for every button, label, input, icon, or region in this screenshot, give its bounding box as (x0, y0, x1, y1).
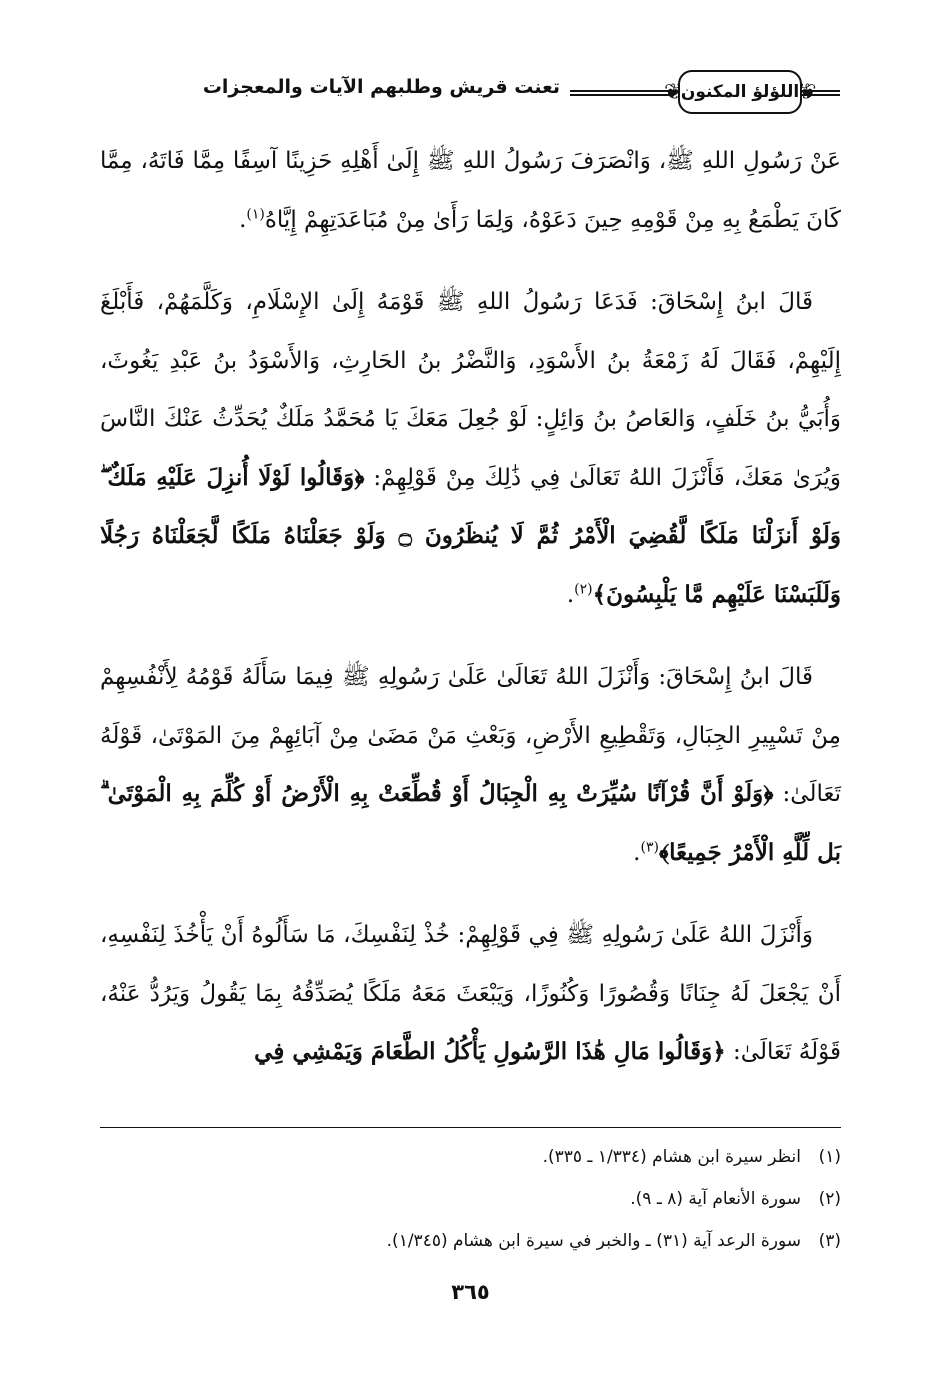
running-header (100, 56, 841, 126)
paragraph-text: . (566, 581, 575, 608)
paragraph (100, 648, 841, 882)
footnote-item (100, 1220, 841, 1262)
footnote-reference: (١) (246, 205, 265, 222)
header-rule-left (570, 90, 674, 96)
footnote-text: سورة الأنعام آية (٨ ـ ٩). (630, 1189, 801, 1209)
paragraph (100, 132, 841, 249)
footnote-text: انظر سيرة ابن هشام (١/٣٣٤ ـ ٣٣٥). (542, 1147, 801, 1167)
page-number: ٣٦٥ (451, 1280, 490, 1304)
footnote-reference: (٢) (574, 580, 593, 597)
quran-verse: ﴿وَقَالُوا لَوْلَا أُنزِلَ عَلَيْهِ مَلَكٌ ۖ وَلَوْ أَنزَلْنَا مَلَكًا لَّقُضِيَ الْأَمْرُ ثُمَّ لَا يُنظَرُونَ ۝ وَلَوْ جَعَلْنَاهُ مَلَكًا لَّجَعَلْنَاهُ رَجُلًا وَلَلَبَسْنَا عَلَيْهِم مَّا يَلْبِسُونَ﴾ (100, 463, 842, 608)
footnote-reference: (٣) (640, 838, 659, 855)
footnote-number: (١) (818, 1147, 841, 1167)
book-title: ❦ اللؤلؤ المكنون (680, 82, 800, 102)
paragraph-text: وَأَنْزَلَ اللهُ عَلَىٰ رَسُولِهِ ﷺ فِي قَوْلِهِمْ: خُذْ لِنَفْسِكَ، مَا سَأَلُوهُ أَنْ يَأْخُذَ لِنَفْسِهِ، أَنْ يَجْعَلَ لَهُ جِنَانًا وَقُصُورًا وَكُنُوزًا، وَيَبْعَثَ مَعَهُ مَلَكًا يُصَدِّقُهُ بِمَا يَقُولُ وَيَرُدُّ عَنْهُ، قَوْلَهُ تَعَالَىٰ: (100, 922, 841, 1065)
footnote-text: سورة الرعد آية (٣١) ـ والخبر في سيرة ابن هشام (١/٣٤٥). (386, 1231, 801, 1251)
paragraph-text: قَالَ ابنُ إِسْحَاقَ: فَدَعَا رَسُولُ اللهِ ﷺ قَوْمَهُ إِلَىٰ الإِسْلَامِ، وَكَلَّمَهُمْ، فَأَبْلَغَ إِلَيْهِمْ، فَقَالَ لَهُ زَمْعَةُ بنُ الأَسْوَدِ، وَالنَّضْرُ بنُ الحَارِثِ، وَالأَسْوَدُ بنُ عَبْدِ يَغُوثَ، وَأُبَيُّ بنُ خَلَفٍ، وَالعَاصُ بنُ وَائِلٍ: لَوْ جُعِلَ مَعَكَ يَا مُحَمَّدُ مَلَكٌ يُحَدِّثُ عَنْكَ النَّاسَ وَيُرَىٰ مَعَكَ، فَأَنْزَلَ اللهُ تَعَالَىٰ فِي ذَٰلِكَ مِنْ قَوْلِهِمْ: (100, 289, 841, 491)
footnote-item (100, 1136, 841, 1178)
footnotes (100, 1136, 841, 1262)
paragraph-text: . (239, 206, 247, 233)
footnote-number: (٢) (818, 1189, 841, 1209)
paragraph (100, 906, 841, 1082)
paragraph-text: عَنْ رَسُولِ اللهِ ﷺ، وَانْصَرَفَ رَسُولُ اللهِ ﷺ إِلَىٰ أَهْلِهِ حَزِينًا آسِفًا مِمَّا فَاتَهُ، مِمَّا كَانَ يَطْمَعُ بِهِ مِنْ قَوْمِهِ حِينَ دَعَوْهُ، وَلِمَا رَأَىٰ مِنْ مُبَاعَدَتِهِمْ إِيَّاهُ (100, 148, 841, 233)
chapter-title: تعنت قريش وطلبهم الآيات والمعجزات (202, 76, 560, 98)
main-text (100, 132, 841, 1106)
footnote-number: (٣) (818, 1231, 841, 1251)
footnote-separator (100, 1127, 841, 1128)
footnote-item (100, 1178, 841, 1220)
quran-verse: ﴿وَلَوْ أَنَّ قُرْآنًا سُيِّرَتْ بِهِ الْجِبَالُ أَوْ قُطِّعَتْ بِهِ الْأَرْضُ أَوْ كُلِّمَ بِهِ الْمَوْتَىٰ ۗ بَل لِّلَّهِ الْأَمْرُ جَمِيعًا﴾ (100, 780, 841, 866)
paragraph-text: قَالَ ابنُ إِسْحَاقَ: وَأَنْزَلَ اللهُ تَعَالَىٰ عَلَىٰ رَسُولِهِ ﷺ فِيمَا سَأَلَهُ قَوْمُهُ لِأَنْفُسِهِمْ مِنْ تَسْيِيرِ الجِبَالِ، وَتَقْطِيعِ الأَرْضِ، وَبَعْثِ مَنْ مَضَىٰ مِنْ آبَائِهِمْ مِنَ المَوْتَىٰ، قَوْلَهُ تَعَالَىٰ: (100, 664, 841, 807)
quran-verse: ﴿وَقَالُوا مَالِ هَٰذَا الرَّسُولِ يَأْكُلُ الطَّعَامَ وَيَمْشِي فِي (254, 1038, 726, 1065)
paragraph (100, 273, 841, 624)
book-title-cartouche (678, 70, 802, 114)
paragraph-text: . (633, 839, 641, 866)
